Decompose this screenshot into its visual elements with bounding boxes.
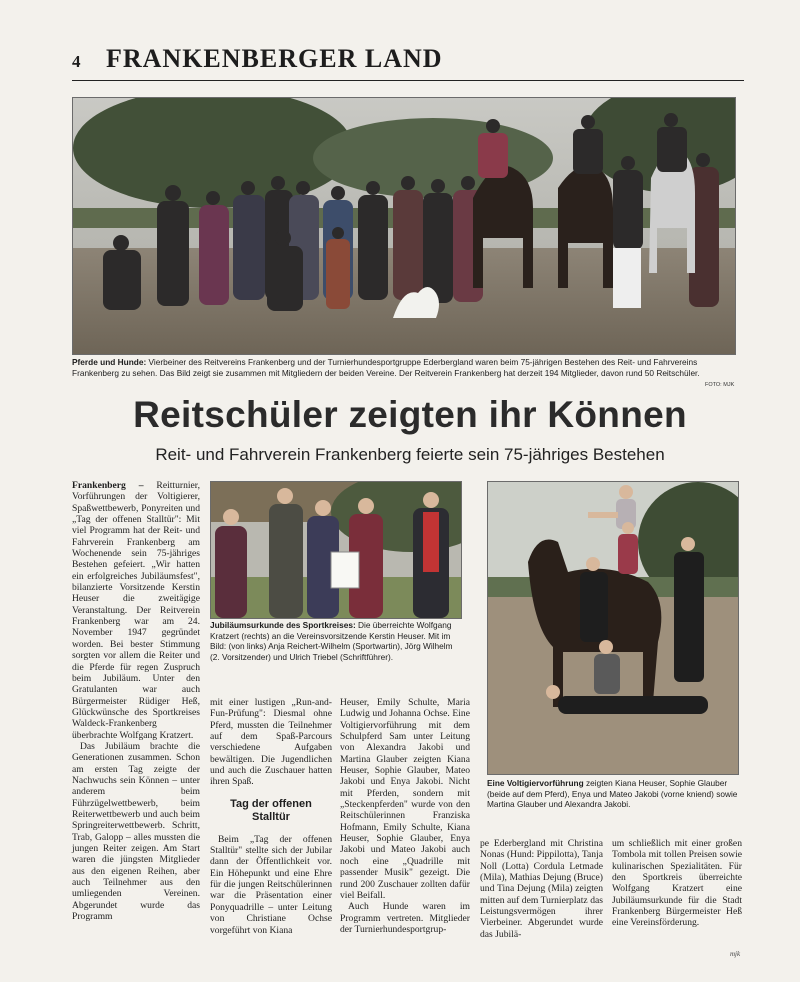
author-signature: mjk	[730, 950, 741, 958]
vaulting-photo	[487, 481, 739, 775]
intermediate-heading: Tag der offenen Stalltür	[230, 797, 312, 823]
photo-credit: FOTO: MJK	[705, 382, 735, 388]
article-column-3	[340, 697, 470, 935]
article-paragraph: Auch Hunde waren im Programm vertreten. Mitglieder der Turnierhundesportgrup-	[340, 901, 470, 935]
article-column-1	[72, 480, 200, 922]
section-title: FRANKENBERGER LAND	[106, 44, 443, 73]
article-paragraph: Heuser, Emily Schulte, Maria Ludwig und Johanna Ochse. Eine Voltigiervorführung mit dem Schulpferd Sam unter Leitung von Alexandra Jakobi und Martina Glauber zeigten Kiana Heuser, Sophie Glauber, Mateo Jakobi und Enya Jakobi. Nicht mit Pferden, sondern mit „Steckenpferden" wurde von den Reitschülerinnen Franziska Hofmann, Emily Schulte, Kiana Heuser, Sophie Glauber, Enya Jakobi und Mateo Jakobi auch noch eine „Quadrille mit passender Musik" gezeigt. Die rund 200 Zuschauer zollten dafür viel Beifall.	[340, 697, 470, 901]
caption-text: Die überreichte Wolfgang Kratzert (rechts) an die Vereinsvorsitzende Kerstin Heuser. Mit im Bild: (von links) Anja Reichert-Wilhelm (Sportwartin), Jörg Wilhelm (2. Vorsitzender) und Ulrich Triebel (Schriftführer).	[210, 620, 453, 662]
article-column-5	[612, 838, 742, 929]
article-column-4	[480, 838, 603, 940]
article-paragraph: pe Ederbergland mit Christina Nonas (Hund: Pippilotta), Tanja Noll (Lotta) Cordula Letmade (Mila), Mathias Dejung (Bruce) und Tina Dejung (Mila) zeigten mitten auf dem Turnierplatz das Leistungsvermögen ihrer Vierbeiner. Abgerundet wurde das Jubilä-	[480, 838, 603, 940]
article-column-2	[210, 697, 332, 936]
article-paragraph: Frankenberg – Reitturnier, Vorführungen der Voltigierer, Spaßwettbewerb, Ponyreiten und „Tag der offenen Stalltür": Mit viel Programm hat der Reit- und Fahrverein Frankenberg am Wochenende sein 75-jähriges Bestehen gefeiert. „Wir hatten ein erfolgreiches Jubiläumsfest", bilanzierte Vorsitzende Kerstin Heuser die zweitägige Veranstaltung. Der Reitverein Frankenberg war am 24. November 1947 gegründet worden. Bei bester Stimmung sorgten vor allem die Reiter und die Pferde für regen Zuspruch beim Jubiläum. Unter den Gratulanten war auch Bürgermeister Rüdiger Heß, Glückwünsche des Sportkreises Waldeck-Frankenberg überbrachte Wolfgang Kratzert.	[72, 480, 200, 741]
caption-lead: Eine Voltigiervorführung	[487, 778, 584, 788]
caption-text: Vierbeiner des Reitvereins Frankenberg und der Turnierhundesportgruppe Ederbergland waren beim 75-jährigen Bestehen des Reit- und Fahrvereins Frankenberg zu sehen. Das Bild zeigt sie zusammen mit Mitgliedern der beiden Vereine. Der Reitverein Frankenberg hat derzeit 194 Mitglieder, davon rund 50 Reitschüler.	[72, 357, 700, 378]
article-paragraph: Beim „Tag der offenen Stalltür" stellte sich der Jubilar dann der Öffentlichkeit vor. Ein Höhepunkt und eine Ehre für die jungen Reitschülerinnen war die Präsentation einer Ponyquadrille – unter Leitung von Christiane Ochse vorgeführt von Kiana	[210, 833, 332, 936]
certificate-caption	[210, 620, 460, 662]
page-number: 4	[72, 52, 81, 71]
group-photo-caption	[72, 357, 742, 378]
caption-lead: Jubiläumsurkunde des Sportkreises:	[210, 620, 356, 630]
headline: Reitschüler zeigten ihr Können	[133, 394, 687, 435]
caption-text: zeigten Kiana Heuser, Sophie Glauber (beide auf dem Pferd), Enya und Mateo Jakobi (vorne kniend) sowie Martina Glauber und Alexandra Jakobi.	[487, 778, 738, 810]
caption-lead: Pferde und Hunde:	[72, 357, 147, 367]
group-photo	[72, 97, 736, 355]
dateline: Frankenberg –	[72, 480, 144, 491]
article-paragraph: um schließlich mit einer großen Tombola mit tollen Preisen sowie kulinarischen Spezialitäten. Für den Sportkreis überreichte Wolfgang Kratzert eine Jubiläumsurkunde für die Stadt Frankenberg Bürgermeister Heß eine Vereinsförderung.	[612, 838, 742, 929]
header-rule	[72, 80, 744, 81]
article-paragraph: mit einer lustigen „Run-and-Fun-Prüfung": Diesmal ohne Pferd, mussten die Teilnehmer auf dem Spaß-Parcours verschiedene Aufgaben bewältigen. Die Jugendlichen und auch die Zuschauer hatten ihren Spaß.	[210, 697, 332, 788]
article-paragraph: Das Jubiläum brachte die Generationen zusammen. Schon am ersten Tag zeigte der Nachwuchs sein Können – unter anderem beim Führzügelwettbewerb, beim Reiterwettbewerb und auch beim Springreiterwettbewerb. Schritt, Trab, Galopp – alles mussten die jungen Reiter zeigen. Am Start waren die jüngsten Mitglieder aus den eigenen Reihen, aber auch Teilnehmer aus den umliegenden Vereinen. Abgerundet wurde das Programm	[72, 740, 200, 923]
vaulting-caption	[487, 778, 741, 810]
certificate-photo	[210, 481, 462, 619]
subheadline: Reit- und Fahrverein Frankenberg feierte sein 75-jähriges Bestehen	[155, 445, 665, 464]
